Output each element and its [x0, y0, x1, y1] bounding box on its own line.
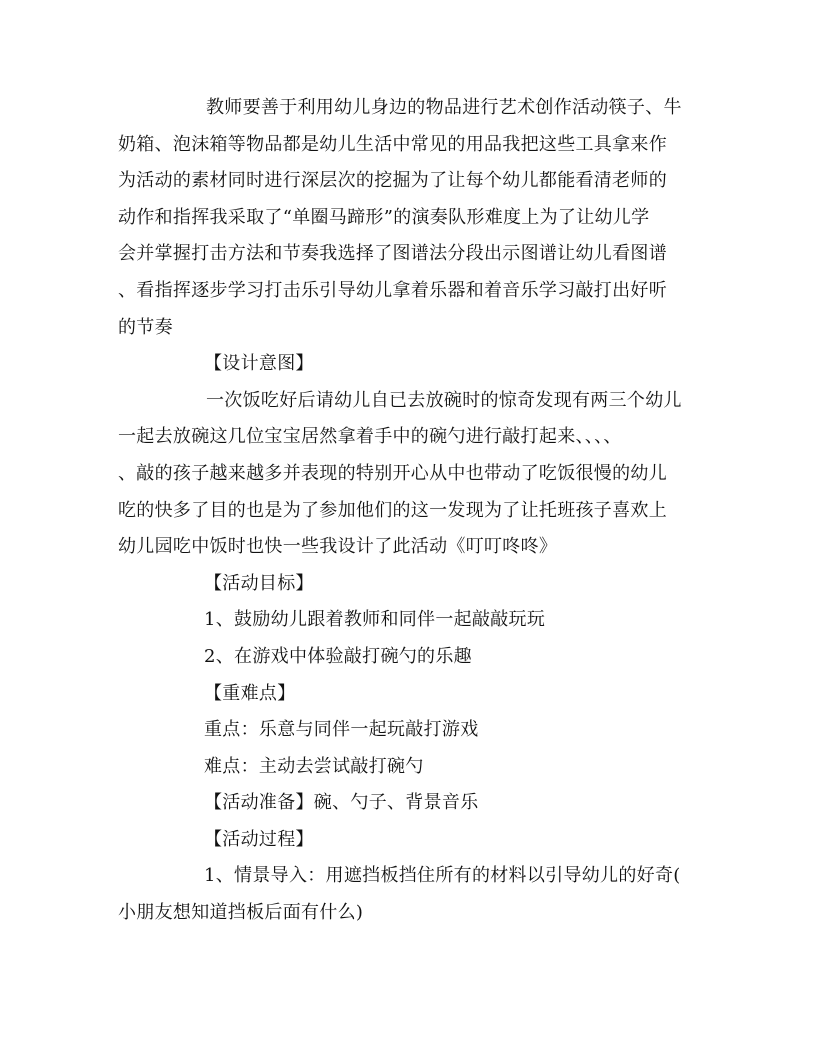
paragraph-line: 小朋友想知道挡板后面有什么)	[118, 902, 364, 924]
paragraph-line: 吃的快多了目的也是为了参加他们的这一发现为了让托班孩子喜欢上	[118, 499, 667, 521]
paragraph-line: 、敲的孩子越来越多并表现的特别开心从中也带动了吃饭很慢的幼儿	[118, 462, 667, 484]
paragraph-line: 教师要善于利用幼儿身边的物品进行艺术创作活动筷子、牛	[206, 97, 682, 118]
key-point: 重点：乐意与同伴一起玩敲打游戏	[204, 719, 479, 741]
paragraph-line: 一起去放碗这几位宝宝居然拿着手中的碗勺进行敲打起来、、、、	[118, 426, 622, 448]
difficult-point: 难点：主动去尝试敲打碗勺	[204, 755, 424, 777]
paragraph-line: 一次饭吃好后请幼儿自已去放碗时的惊奇发现有两三个幼儿	[206, 389, 682, 411]
paragraph-line: 的节奏	[118, 316, 173, 338]
section-heading-design: 【设计意图】	[204, 353, 314, 375]
paragraph-line: 为活动的素材同时进行深层次的挖掘为了让每个幼儿都能看清老师的	[118, 170, 667, 192]
section-preparation: 【活动准备】碗、勺子、背景音乐	[204, 792, 479, 814]
paragraph-line: 奶箱、泡沫箱等物品都是幼儿生活中常见的用品我把这些工具拿来作	[118, 133, 667, 155]
section-heading-goals: 【活动目标】	[204, 572, 314, 594]
paragraph-line: 1、情景导入：用遮挡板挡住所有的材料以引导幼儿的好奇(	[204, 865, 681, 887]
section-heading-process: 【活动过程】	[204, 828, 314, 850]
paragraph-line: 动作和指挥我采取了“单圈马蹄形”的演奏队形难度上为了让幼儿学	[118, 206, 650, 228]
paragraph-line: 、看指挥逐步学习打击乐引导幼儿拿着乐器和着音乐学习敲打出好听	[118, 279, 667, 301]
section-heading-keypoints: 【重难点】	[204, 682, 296, 704]
goal-item-1: 1、鼓励幼儿跟着教师和同伴一起敲敲玩玩	[204, 609, 546, 631]
paragraph-line: 幼儿园吃中饭时也快一些我设计了此活动《叮叮咚咚》	[118, 536, 558, 558]
document-body	[118, 90, 698, 932]
paragraph-line: 会并掌握打击方法和节奏我选择了图谱法分段出示图谱让幼儿看图谱	[118, 243, 667, 265]
goal-item-2: 2、在游戏中体验敲打碗勺的乐趣	[204, 645, 472, 667]
